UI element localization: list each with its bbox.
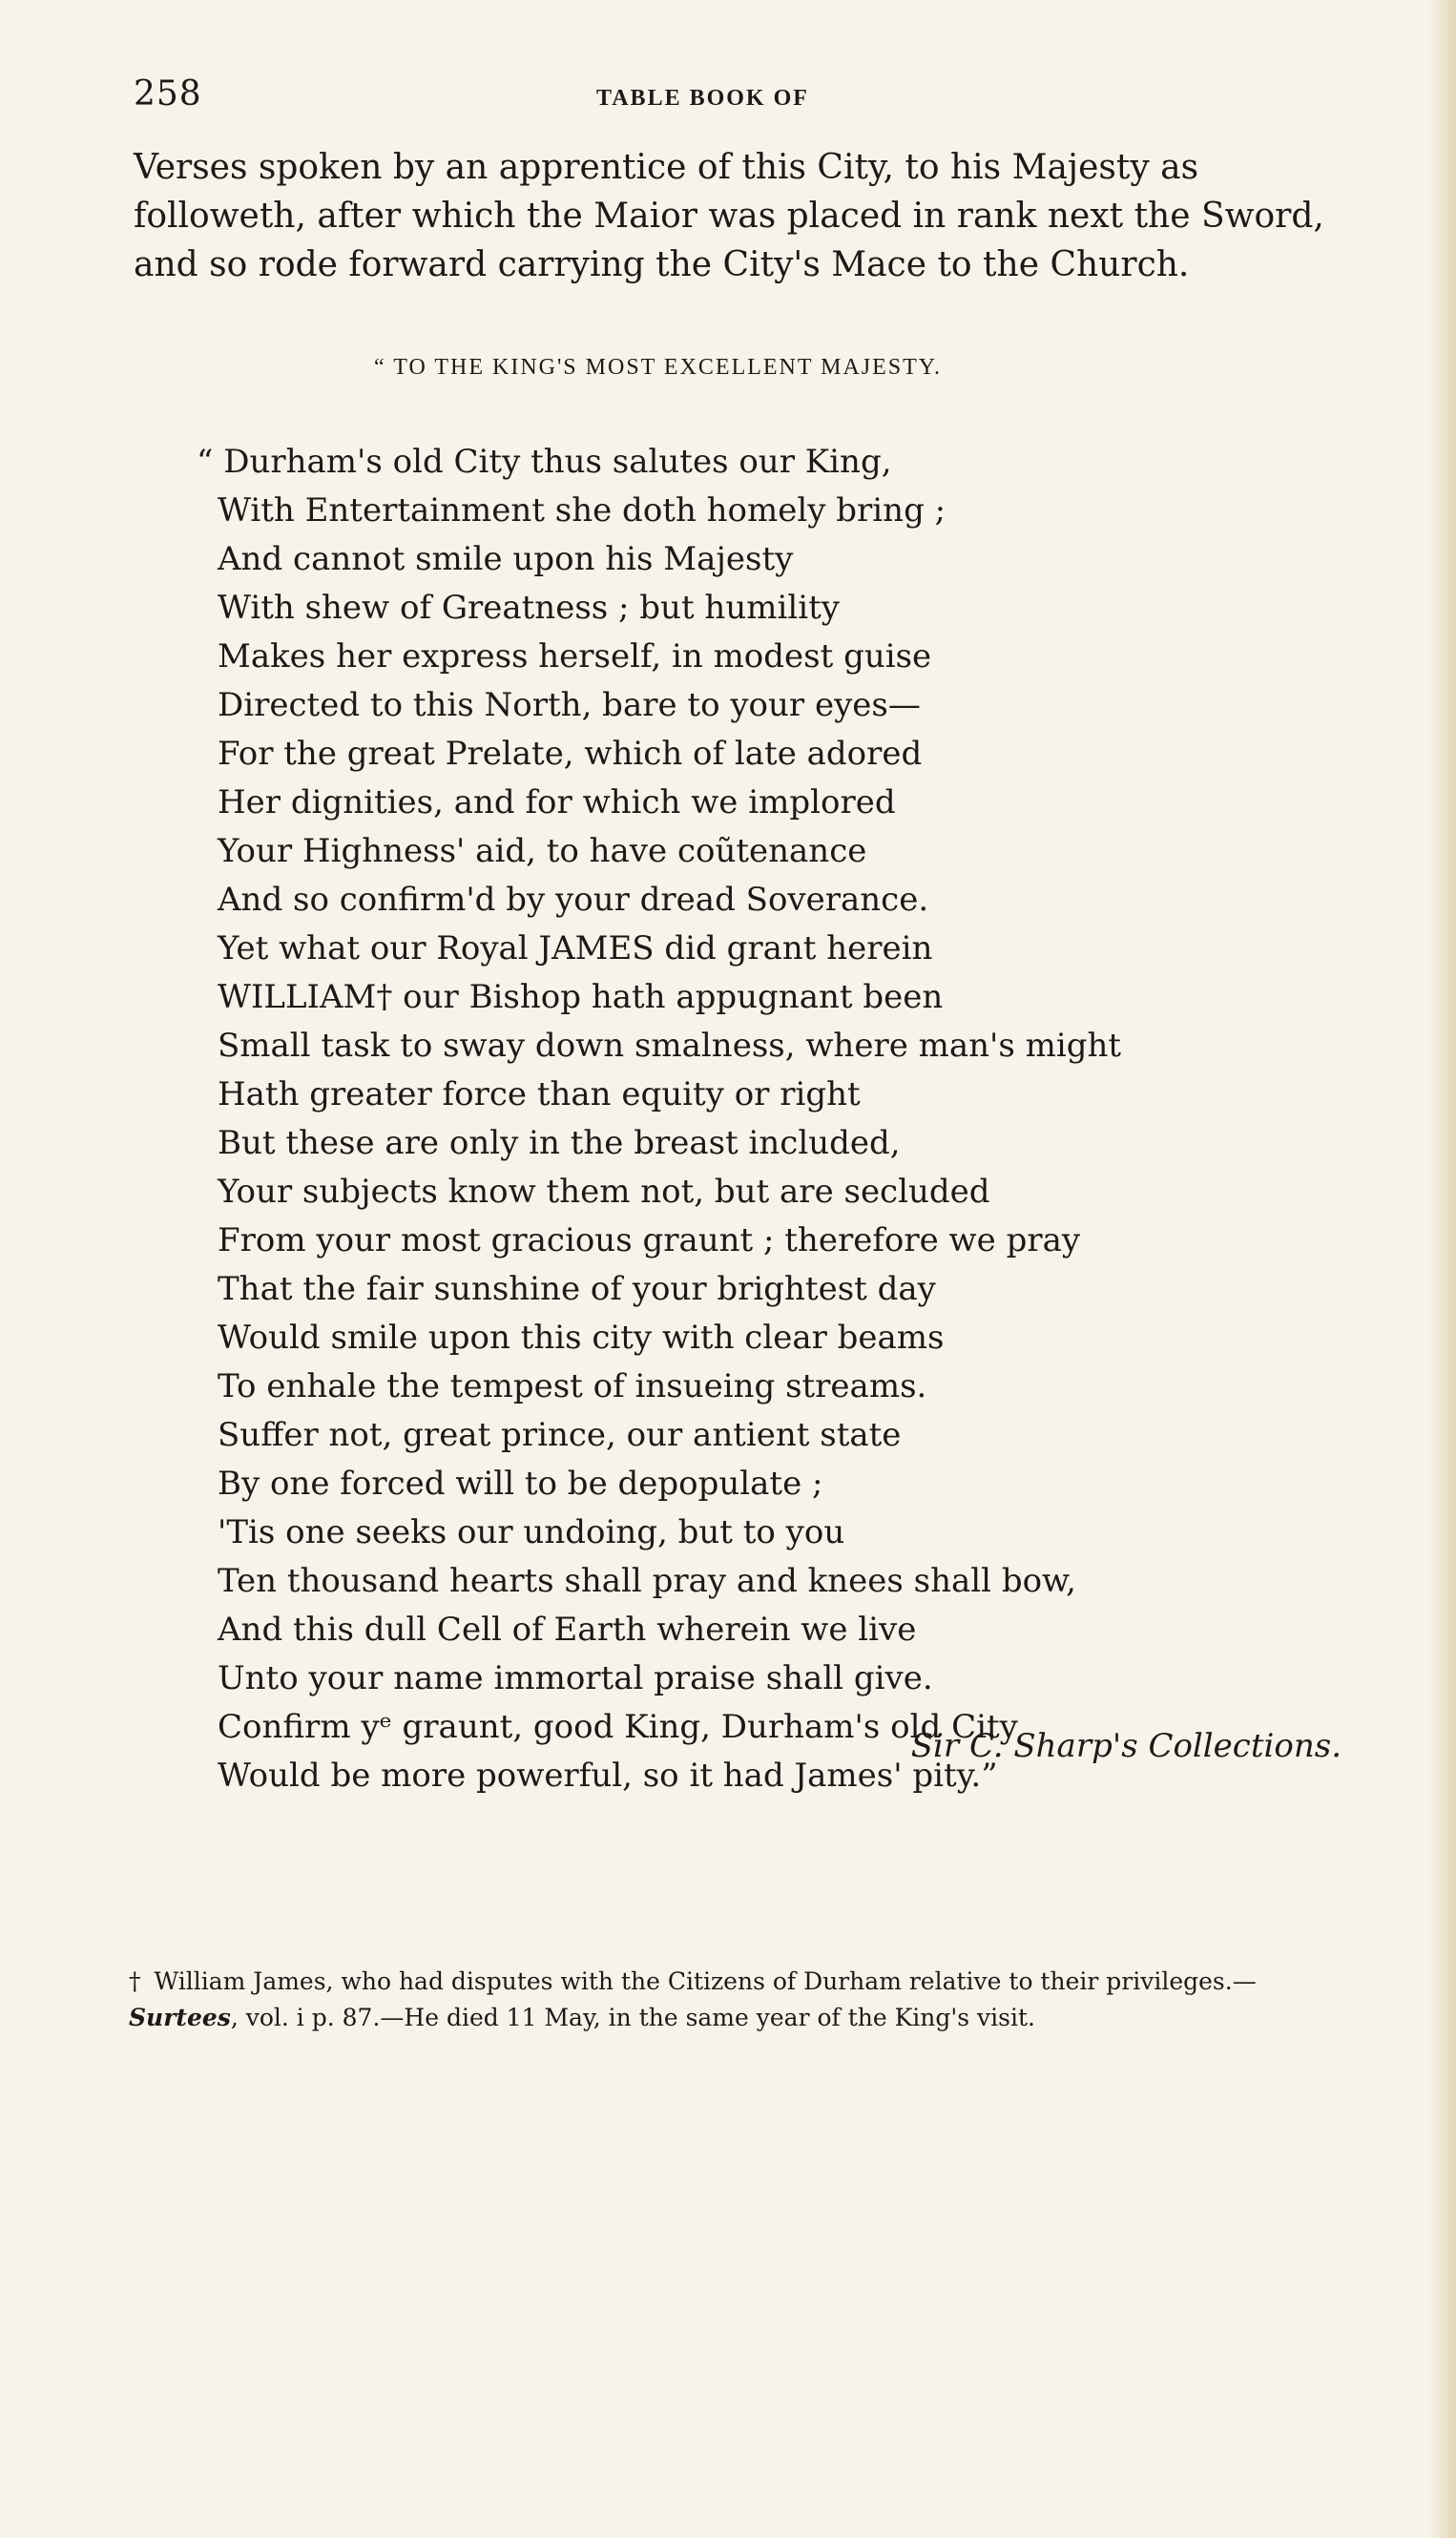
- poem-line: Directed to this North, bare to your eyes—: [218, 686, 921, 724]
- poem-heading: “ TO THE KING'S MOST EXCELLENT MAJESTY.: [374, 355, 943, 380]
- poem-line: And so confirm'd by your dread Soverance.: [218, 881, 929, 919]
- footnote: [129, 1964, 1321, 2036]
- poem-line: Your subjects know them not, but are secluded: [218, 1173, 990, 1211]
- poem-line: Would be more powerful, so it had James' pity.”: [218, 1757, 998, 1795]
- footnote-text: William James, who had disputes with the Citizens of Durham relative to their privileges.—: [154, 1967, 1257, 1995]
- poem-line: Her dignities, and for which we implored: [218, 783, 896, 822]
- page-header: [134, 74, 1317, 122]
- poem-line: By one forced will to be depopulate ;: [218, 1465, 823, 1503]
- poem-line: Small task to sway down smalness, where man's might: [218, 1027, 1122, 1065]
- poem-line: Would smile upon this city with clear beams: [218, 1319, 945, 1357]
- poem-line: That the fair sunshine of your brightest day: [218, 1270, 936, 1308]
- attribution: Sir C. Sharp's Collections.: [910, 1727, 1342, 1765]
- intro-paragraph: Verses spoken by an apprentice of this City, to his Majesty as followeth, after which the Maior was placed in rank next the Sword, and so rode forward carrying the City's Mace to the Church.: [134, 148, 1324, 284]
- footnote-text-end: , vol. i p. 87.—He died 11 May, in the same year of the King's visit.: [230, 2004, 1035, 2031]
- dagger-mark: †: [129, 1967, 141, 1995]
- poem-line: WILLIAM† our Bishop hath appugnant been: [218, 978, 944, 1016]
- poem-line: From your most gracious graunt ; therefore we pray: [218, 1221, 1081, 1259]
- poem-line: “ Durham's old City thus salutes our King,: [197, 443, 892, 481]
- poem-line: Suffer not, great prince, our antient state: [218, 1416, 902, 1454]
- poem-line: Ten thousand hearts shall pray and knees shall bow,: [218, 1562, 1076, 1600]
- poem-line: Yet what our Royal JAMES did grant herein: [218, 929, 933, 967]
- poem-line: Confirm yᵉ graunt, good King, Durham's old City: [218, 1708, 1018, 1746]
- poem-line: And this dull Cell of Earth wherein we live: [218, 1611, 917, 1649]
- poem-line: And cannot smile upon his Majesty: [218, 540, 794, 578]
- poem-line: To enhale the tempest of insueing streams.: [218, 1367, 927, 1405]
- running-head: TABLE BOOK OF: [596, 86, 809, 111]
- poem-line: Unto your name immortal praise shall give.: [218, 1659, 933, 1697]
- poem-line: Your Highness' aid, to have coũtenance: [218, 832, 867, 870]
- poem-line: But these are only in the breast included,: [218, 1124, 901, 1162]
- poem-line: 'Tis one seeks our undoing, but to you: [218, 1513, 845, 1551]
- footnote-source: Surtees: [129, 2004, 231, 2031]
- poem-line: For the great Prelate, which of late adored: [218, 735, 923, 773]
- page-number: 258: [134, 74, 202, 114]
- poem: [197, 438, 1315, 1800]
- poem-line: Hath greater force than equity or right: [218, 1075, 861, 1113]
- page-edge: [1427, 0, 1456, 2538]
- poem-line: With Entertainment she doth homely bring ;: [218, 491, 946, 530]
- poem-line: Makes her express herself, in modest guise: [218, 637, 932, 676]
- poem-line: With shew of Greatness ; but humility: [218, 589, 840, 627]
